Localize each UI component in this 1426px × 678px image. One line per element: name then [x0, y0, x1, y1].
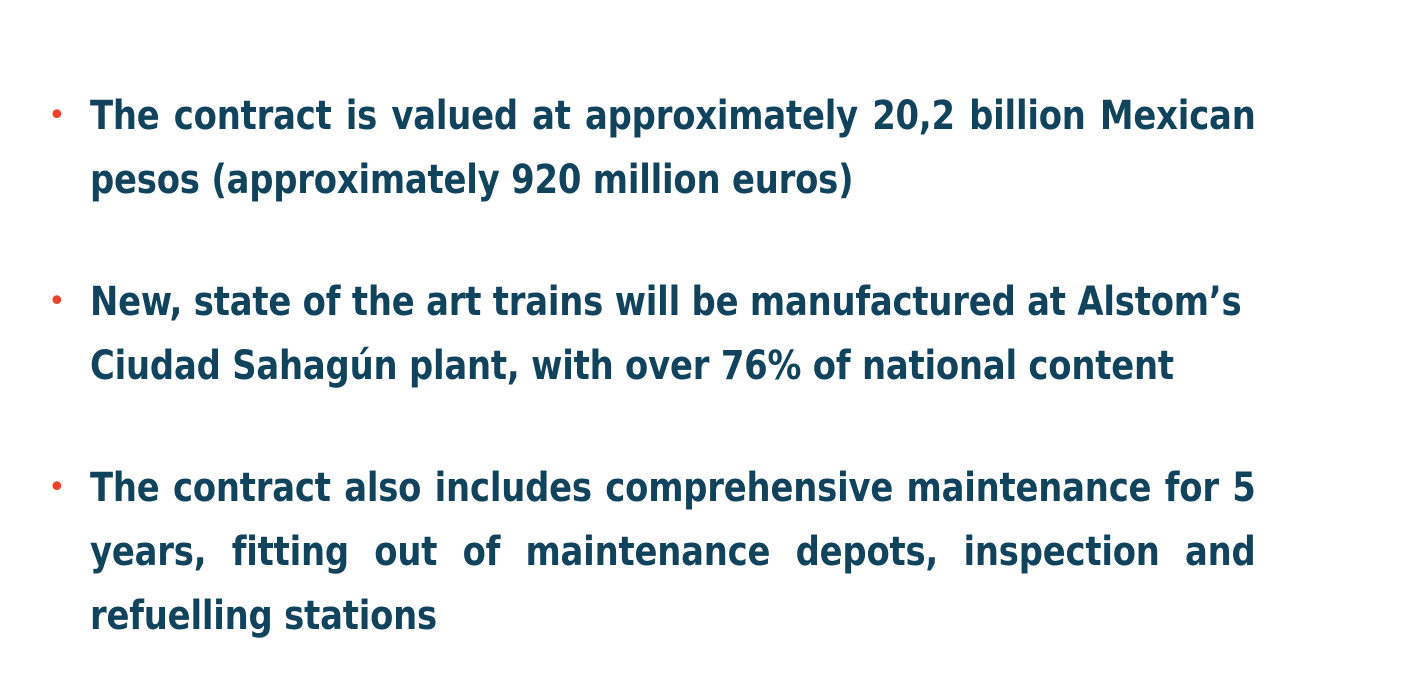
- list-item: [44, 456, 1330, 648]
- bullet-point-icon: •: [48, 470, 66, 505]
- bullet-text: The contract also includes comprehensive maintenance for 5 years, fitting out of maintenance depots, inspection and refuelling stations: [90, 465, 1256, 639]
- bullet-point-icon: •: [48, 284, 66, 319]
- bullet-text: New, state of the art trains will be manufactured at Alstom’s Ciudad Sahagún plant, with over 76% of national content: [90, 279, 1242, 389]
- list-item: [44, 270, 1330, 398]
- bullet-list: [44, 84, 1330, 648]
- bullet-text: The contract is valued at approximately 20,2 billion Mexican pesos (approximately 920 million euros): [90, 93, 1256, 203]
- list-item: [44, 84, 1330, 212]
- bullet-point-icon: •: [48, 98, 66, 133]
